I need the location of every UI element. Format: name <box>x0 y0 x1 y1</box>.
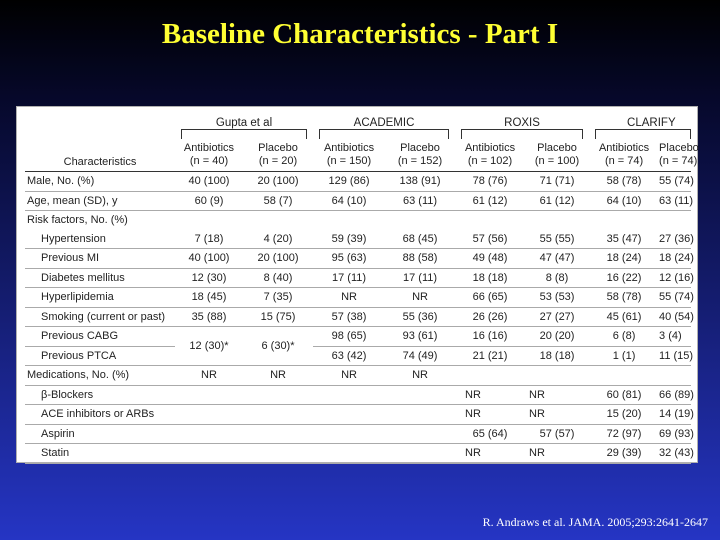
table-cell: 40 (100) <box>188 175 230 188</box>
table-row <box>25 211 691 230</box>
table-row <box>25 172 691 192</box>
table-cell: 58 (78) <box>589 288 659 308</box>
table-cell: 40 (54) <box>659 307 691 327</box>
group-bracket <box>595 129 691 139</box>
column-header-row <box>25 139 691 172</box>
table-cell: 66 (65) <box>455 288 525 308</box>
table-cell: 60 (81) <box>589 385 659 405</box>
table-cell: 20 (100) <box>243 249 313 269</box>
table-cell: 138 (91) <box>399 175 441 188</box>
table-cell: 27 (36) <box>659 232 694 245</box>
table-cell: 40 (100) <box>175 249 243 269</box>
table-cell: 49 (48) <box>455 249 525 269</box>
table-cell: NR <box>385 366 455 386</box>
table-cell: 57 (57) <box>525 424 589 444</box>
table-cell: 16 (16) <box>455 327 525 347</box>
row-label: Statin <box>25 444 175 464</box>
table-cell: 78 (76) <box>472 175 508 188</box>
table-cell: 6 (30)* <box>243 327 313 366</box>
table-row <box>25 327 691 347</box>
table-cell: 55 (74) <box>659 175 694 188</box>
table-cell: 17 (11) <box>313 268 385 288</box>
row-label: Age, mean (SD), y <box>25 191 175 211</box>
row-label: Male, No. (%) <box>27 175 95 188</box>
table-cell: 88 (58) <box>385 249 455 269</box>
table-cell: 18 (24) <box>659 249 691 269</box>
table-cell: NR <box>525 405 589 425</box>
table-cell: 12 (30) <box>175 268 243 288</box>
row-label: Smoking (current or past) <box>25 307 175 327</box>
table-cell: 63 (11) <box>385 191 455 211</box>
group-bracket-row <box>25 129 691 139</box>
table-cell: 63 (11) <box>659 191 691 211</box>
table-cell: 1 (1) <box>589 346 659 366</box>
table-cell: 61 (12) <box>525 191 589 211</box>
table-cell: 6 (8) <box>589 327 659 347</box>
table-cell: 66 (89) <box>659 385 691 405</box>
table-cell: 47 (47) <box>525 249 589 269</box>
column-header: Antibiotics (n = 150) <box>313 139 385 172</box>
table-cell: 69 (93) <box>659 424 691 444</box>
table-cell: NR <box>455 385 525 405</box>
table-cell: 65 (64) <box>455 424 525 444</box>
table-cell: 60 (9) <box>175 191 243 211</box>
table-cell: 95 (63) <box>313 249 385 269</box>
table-cell: 11 (15) <box>659 346 691 366</box>
table-cell: 35 (47) <box>606 232 642 245</box>
table-row <box>25 307 691 327</box>
table-cell: 64 (10) <box>589 191 659 211</box>
table-row <box>25 288 691 308</box>
table-cell: 32 (43) <box>659 444 691 464</box>
table-cell: 14 (19) <box>659 405 691 425</box>
baseline-characteristics-table <box>25 109 699 464</box>
table-cell: 16 (22) <box>589 268 659 288</box>
table-cell: 12 (30)* <box>175 327 243 366</box>
table-cell: 57 (56) <box>472 232 508 245</box>
row-label: Diabetes mellitus <box>25 268 175 288</box>
baseline-characteristics-table-panel <box>16 106 698 463</box>
table-cell: 98 (65) <box>313 327 385 347</box>
table-cell: 18 (24) <box>589 249 659 269</box>
row-label: β-Blockers <box>25 385 175 405</box>
table-cell: NR <box>455 444 525 464</box>
table-cell: 29 (39) <box>589 444 659 464</box>
row-label: ACE inhibitors or ARBs <box>25 405 175 425</box>
row-section-label: Risk factors, No. (%) <box>25 211 175 230</box>
table-cell: 12 (16) <box>659 268 691 288</box>
slide-title: Baseline Characteristics - Part I <box>161 18 559 50</box>
table-cell: 74 (49) <box>385 346 455 366</box>
table-cell: 8 (40) <box>243 268 313 288</box>
table-cell: 8 (8) <box>525 268 589 288</box>
row-label: Previous MI <box>25 249 175 269</box>
row-section-label: Medications, No. (%) <box>25 366 175 386</box>
table-row <box>25 268 691 288</box>
row-label: Previous CABG <box>25 327 175 347</box>
table-cell: 18 (18) <box>455 268 525 288</box>
table-cell: 3 (4) <box>659 327 691 347</box>
table-row <box>25 191 691 211</box>
table-cell: NR <box>243 366 313 386</box>
table-cell: 45 (61) <box>589 307 659 327</box>
table-cell: 7 (35) <box>243 288 313 308</box>
table-row <box>25 249 691 269</box>
table-row <box>25 405 691 425</box>
row-label: Aspirin <box>25 424 175 444</box>
table-cell: 53 (53) <box>525 288 589 308</box>
table-cell: 58 (78) <box>606 175 642 188</box>
table-cell: 26 (26) <box>455 307 525 327</box>
group-bracket <box>461 129 583 139</box>
table-cell: 59 (39) <box>331 232 367 245</box>
table-cell: NR <box>313 288 385 308</box>
table-cell: 20 (20) <box>525 327 589 347</box>
table-cell: NR <box>455 405 525 425</box>
table-cell: 63 (42) <box>313 346 385 366</box>
table-cell: 27 (27) <box>525 307 589 327</box>
table-cell: 15 (20) <box>589 405 659 425</box>
citation: R. Andraws et al. JAMA. 2005;293:2641-2647 <box>482 515 708 529</box>
column-header: Antibiotics (n = 74) <box>589 139 659 172</box>
table-cell: 71 (71) <box>539 175 575 188</box>
table-row <box>25 385 691 405</box>
group-header-gupta: Gupta et al <box>215 117 273 129</box>
group-header-roxis: ROXIS <box>504 117 540 129</box>
group-header-clarify: CLARIFY <box>627 117 676 129</box>
table-row <box>25 346 691 366</box>
table-cell: 58 (7) <box>243 191 313 211</box>
table-cell: 15 (75) <box>243 307 313 327</box>
table-cell: NR <box>175 366 243 386</box>
table-cell: NR <box>525 385 589 405</box>
table-cell: 57 (38) <box>313 307 385 327</box>
table-row <box>25 366 691 386</box>
table-row <box>25 424 691 444</box>
table-cell: 18 (45) <box>175 288 243 308</box>
table-cell: 35 (88) <box>175 307 243 327</box>
group-bracket <box>319 129 449 139</box>
table-cell: 72 (97) <box>589 424 659 444</box>
table-cell: 4 (20) <box>263 232 293 245</box>
table-cell: NR <box>525 444 589 464</box>
table-cell: 21 (21) <box>455 346 525 366</box>
column-header: Antibiotics (n = 102) <box>455 139 525 172</box>
table-cell: 55 (36) <box>385 307 455 327</box>
column-header: Placebo (n = 74) <box>659 139 691 172</box>
table-cell: 64 (10) <box>313 191 385 211</box>
row-label: Previous PTCA <box>25 346 175 366</box>
table-cell: 55 (74) <box>659 288 691 308</box>
table-cell: 20 (100) <box>257 175 299 188</box>
column-header: Placebo (n = 20) <box>243 139 313 172</box>
table-cell: NR <box>313 366 385 386</box>
table-cell: 129 (86) <box>328 175 370 188</box>
trial-group-row <box>25 109 691 129</box>
table-cell: 61 (12) <box>455 191 525 211</box>
column-header: Antibiotics (n = 40) <box>175 139 243 172</box>
column-header: Placebo (n = 100) <box>525 139 589 172</box>
table-cell: NR <box>385 288 455 308</box>
group-header-academic: ACADEMIC <box>353 117 415 129</box>
group-bracket <box>181 129 307 139</box>
column-header: Placebo (n = 152) <box>385 139 455 172</box>
table-row <box>25 444 691 464</box>
characteristics-header: Characteristics <box>25 139 175 172</box>
table-cell: 93 (61) <box>385 327 455 347</box>
table-row <box>25 230 691 249</box>
table-cell: 68 (45) <box>402 232 438 245</box>
table-cell: 18 (18) <box>525 346 589 366</box>
row-label: Hypertension <box>41 232 106 245</box>
table-cell: 17 (11) <box>385 268 455 288</box>
table-cell: 7 (18) <box>194 232 224 245</box>
row-label: Hyperlipidemia <box>25 288 175 308</box>
table-cell: 55 (55) <box>539 232 575 245</box>
